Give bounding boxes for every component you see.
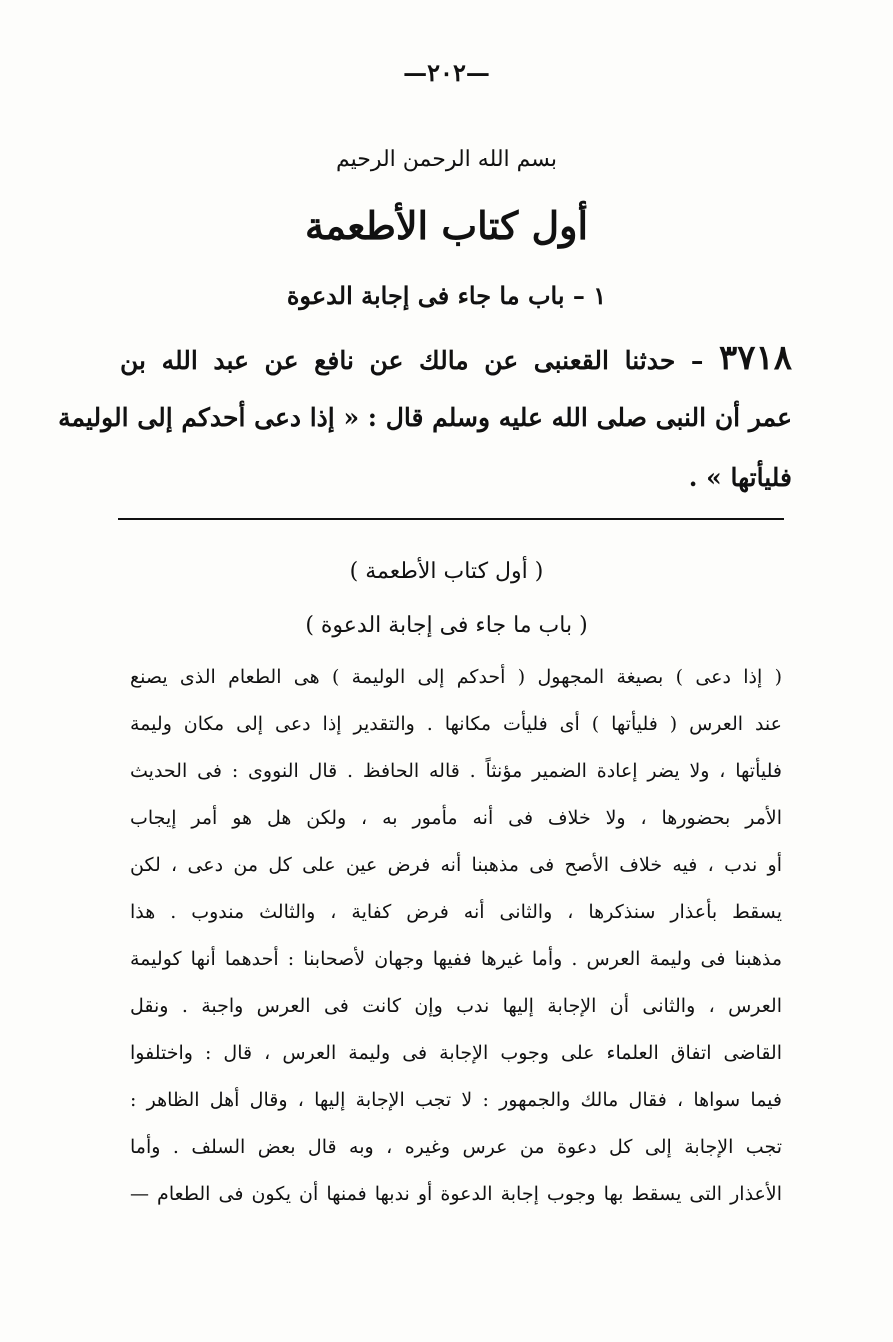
book-title: أول كتاب الأطعمة: [304, 203, 589, 248]
hadith-line: [120, 328, 792, 391]
commentary-line: أو ندب ، فيه خلاف الأصح فى مذهبنا أنه فرض عين على كل من دعى ، لكن: [130, 854, 782, 876]
commentary-line: ( إذا دعى ) بصيغة المجهول ( أحدكم إلى الوليمة ) هى الطعام الذى يصنع: [130, 666, 782, 688]
commentary-line: العرس ، والثانى أن الإجابة إليها ندب وإن كانت فى العرس واجبة . ونقل: [130, 995, 782, 1017]
hadith-number: ٣٧١٨: [718, 338, 792, 378]
commentary-line: فيما سواها ، فقال مالك والجمهور : لا تجب الإجابة إليها ، وقال أهل الظاهر :: [130, 1089, 782, 1111]
hadith-line: فليأتها » .: [688, 463, 792, 492]
commentary-book-heading: ( أول كتاب الأطعمة ): [349, 559, 544, 584]
hadith-line: عمر أن النبى صلى الله عليه وسلم قال : « إذا دعى أحدكم إلى الوليمة: [58, 403, 792, 432]
page-number: —٢٠٢—: [403, 58, 490, 87]
section-divider: [118, 518, 784, 520]
commentary-line: مذهبنا فى وليمة العرس . وأما غيرها ففيها وجهان لأصحابنا : أحدهما أنها كوليمة: [130, 948, 782, 970]
basmala: بسم الله الرحمن الرحيم: [335, 147, 558, 172]
commentary-line: يسقط بأعذار سنذكرها ، والثانى أنه فرض كفاية ، والثالث مندوب . هذا: [130, 901, 782, 923]
commentary-chapter-heading: ( باب ما جاء فى إجابة الدعوة ): [305, 613, 588, 638]
commentary-line: عند العرس ( فليأتها ) أى فليأت مكانها . والتقدير إذا دعى إلى مكان وليمة: [130, 713, 782, 735]
chapter-title: ١ – باب ما جاء فى إجابة الدعوة: [286, 281, 607, 310]
commentary-line: الأعذار التى يسقط بها وجوب إجابة الدعوة أو ندبها فمنها أن يكون فى الطعام —: [130, 1183, 782, 1205]
commentary-line: الأمر بحضورها ، ولا خلاف فى أنه مأمور به ، ولكن هل هو أمر إيجاب: [130, 807, 782, 829]
commentary-line: فليأتها ، ولا يضر إعادة الضمير مؤنثاً . قاله الحافظ . قال النووى : فى الحديث: [130, 760, 782, 782]
hadith-text: – حدثنا القعنبى عن مالك عن نافع عن عبد الله بن: [120, 346, 704, 375]
commentary-line: القاضى اتفاق العلماء على وجوب الإجابة فى وليمة العرس ، قال : واختلفوا: [130, 1042, 782, 1064]
commentary-line: تجب الإجابة إلى كل دعوة من عرس وغيره ، وبه قال بعض السلف . وأما: [130, 1136, 782, 1158]
